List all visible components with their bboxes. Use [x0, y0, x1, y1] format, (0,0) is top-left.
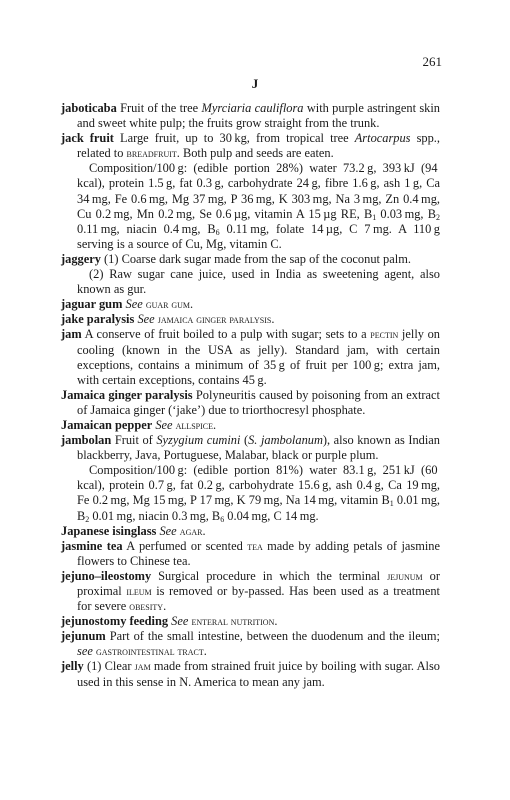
headword: Japanese isinglass	[61, 523, 157, 538]
cross-reference: enteral nutrition	[191, 615, 275, 629]
italic-text: See	[155, 417, 173, 432]
italic-text: Syzygium cumini	[156, 433, 241, 448]
dictionary-entry	[61, 131, 440, 161]
headword: jambolan	[61, 433, 112, 448]
dictionary-entry	[61, 524, 440, 539]
subscript: 6	[220, 514, 225, 524]
entry-text: 0.04 mg, C 14 mg.	[224, 508, 319, 523]
headword: jejunostomy feeding	[61, 614, 169, 629]
entry-text: 0.01 mg, niacin 0.3 mg, B	[89, 508, 221, 523]
entry-text: .	[212, 417, 217, 432]
entry-text: Large fruit, up to 30 kg, from tropical tree	[113, 131, 355, 146]
subscript: 2	[436, 212, 441, 222]
headword: jejunum	[61, 629, 106, 644]
dictionary-entry	[61, 659, 440, 689]
cross-reference: allspice	[175, 418, 213, 432]
headword: jaguar gum	[61, 297, 123, 312]
headword: jaggery	[61, 251, 101, 266]
entry-text: made from strained fruit juice by boiling with sugar. Also used in this sense in N. America to mean any jam.	[77, 659, 440, 689]
dictionary-entry	[61, 433, 440, 463]
cross-reference: jam	[134, 660, 151, 674]
headword: Jamaica ginger paralysis	[61, 387, 193, 402]
entry-text: made by adding petals of jasmine flowers to Chinese tea.	[77, 538, 440, 568]
headword: jasmine tea	[61, 538, 123, 553]
italic-text: See	[159, 523, 177, 538]
headword: jake paralysis	[61, 312, 135, 327]
subscript: 2	[85, 514, 90, 524]
subscript: 6	[215, 227, 220, 237]
cross-reference: obesity	[129, 600, 164, 614]
headword: jaboticaba	[61, 101, 117, 115]
cross-reference: gastrointestinal tract	[95, 645, 204, 659]
dictionary-entry	[61, 101, 440, 131]
dictionary-entry	[61, 614, 440, 629]
entry-text: with purple astringent skin and sweet white pulp; the fruits grow straight from the trunk.	[77, 101, 440, 131]
entry-paragraph	[61, 463, 440, 523]
dictionary-entry	[61, 388, 440, 418]
entry-text: Composition/100 g: (edible portion 28%) water 73.2 g, 393 kJ (94 kcal), protein 1.5 g, fat 0.3 g, carbohydrate 24 g, fibre 1.6 g, ash 1 g, Ca 34 mg, Fe 0.6 mg, Mg 37 mg, P 36 mg, K 303 mg, Na 3 mg, Zn 0.4 mg, Cu 0.2 mg, Mn 0.2 mg, Se 0.6 µg, vitamin A 15 µg RE, B	[77, 161, 440, 221]
entry-text: spp., related to	[77, 131, 441, 161]
dictionary-entry	[61, 312, 440, 327]
cross-reference: breadfruit	[126, 147, 177, 161]
entry-text: (	[240, 433, 249, 448]
dictionary-entry	[61, 569, 440, 614]
entry-text: .	[202, 523, 206, 538]
subscript: 1	[372, 212, 377, 222]
entry-text: .	[163, 599, 167, 614]
italic-text: See	[137, 312, 155, 327]
entry-text: or proximal	[77, 568, 440, 598]
entry-text: .	[203, 644, 207, 659]
dictionary-entry	[61, 539, 440, 569]
entry-text: Fruit of	[111, 433, 157, 448]
cross-reference: tea	[247, 539, 263, 553]
italic-text: Artocarpus	[354, 131, 411, 146]
entry-text: 0.11 mg, niacin 0.4 mg, B	[77, 221, 216, 236]
entry-text: 0.03 mg, B	[376, 206, 437, 221]
dictionary-entry	[61, 297, 440, 312]
headword: jelly	[61, 659, 84, 674]
dictionary-entry	[61, 252, 440, 267]
entry-text: . Both pulp and seeds are eaten.	[176, 146, 334, 161]
italic-text: See	[125, 297, 143, 312]
entry-text: .	[190, 297, 194, 312]
cross-reference: guar gum	[145, 298, 191, 312]
entry-text: (1) Coarse dark sugar made from the sap of the coconut palm.	[100, 251, 411, 266]
entry-text: A conserve of fruit boiled to a pulp with sugar; sets to a	[81, 327, 371, 342]
italic-text: S. jambolanum	[248, 433, 323, 448]
dictionary-entry	[61, 327, 440, 387]
entry-text: (2) Raw sugar cane juice, used in India as sweetening agent, also known as gur.	[77, 267, 440, 297]
cross-reference: jejunum	[387, 569, 423, 583]
subscript: 1	[389, 499, 394, 509]
section-letter: J	[251, 76, 259, 91]
headword: jejuno–ileostomy	[61, 568, 152, 583]
page-number: 261	[422, 54, 442, 69]
dictionary-entry	[61, 629, 440, 659]
dictionary-entry	[61, 418, 440, 433]
headword: jack fruit	[61, 131, 114, 146]
entry-text: (1) Clear	[83, 659, 135, 674]
entry-text: Surgical procedure in which the terminal	[151, 568, 388, 583]
headword: Jamaican pepper	[61, 417, 153, 432]
entry-text: Composition/100 g: (edible portion 81%) water 83.1 g, 251 kJ (60 kcal), protein 0.7 g, fat 0.2 g, carbohydrate 15.6 g, ash 0.4 g, Ca 19 mg, Fe 0.2 mg, Mg 15 mg, P 17 mg, K 79 mg, Na 14 mg, vitamin B	[77, 463, 440, 508]
entry-text: Fruit of the tree	[116, 101, 202, 115]
italic-text: See	[171, 614, 189, 629]
entry-text: Polyneuritis caused by poisoning from an extract of Jamaica ginger (‘jake’) due to triorthocresyl phosphate.	[77, 387, 440, 417]
headword: jam	[61, 327, 82, 342]
entry-text: .	[274, 614, 278, 629]
entry-text: jelly on cooling (known in the USA as jelly). Standard jam, with certain exceptions, contains a minimum of 35 g of fruit per 100 g; extra jam, with certain exceptions, contains 45 g.	[77, 327, 441, 387]
entry-text: 0.11 mg, folate 14 µg, C 7 mg. A 110 g serving is a source of Cu, Mg, vitamin C.	[77, 221, 440, 251]
entry-paragraph	[61, 267, 440, 297]
cross-reference: pectin	[370, 328, 399, 342]
italic-text: see	[77, 644, 93, 659]
cross-reference: ileum	[126, 585, 152, 598]
entry-text: ), also known as Indian blackberry, Java, Portuguese, Malabar, black or purple plum.	[77, 433, 440, 463]
entry-text: .	[271, 312, 275, 327]
entry-text: Part of the small intestine, between the duodenum and the ileum;	[105, 629, 440, 644]
entry-paragraph	[61, 161, 440, 252]
entry-text: 0.01 mg, B	[77, 493, 440, 523]
cross-reference: jamaica ginger paralysis	[157, 313, 272, 327]
entry-text: A perfumed or scented	[122, 538, 248, 553]
entry-text: is removed or by-passed. Has been used as a treatment for severe	[77, 584, 440, 614]
entry-list	[61, 101, 440, 690]
italic-text: Myrciaria cauliflora	[201, 101, 304, 115]
cross-reference: agar	[179, 524, 203, 538]
